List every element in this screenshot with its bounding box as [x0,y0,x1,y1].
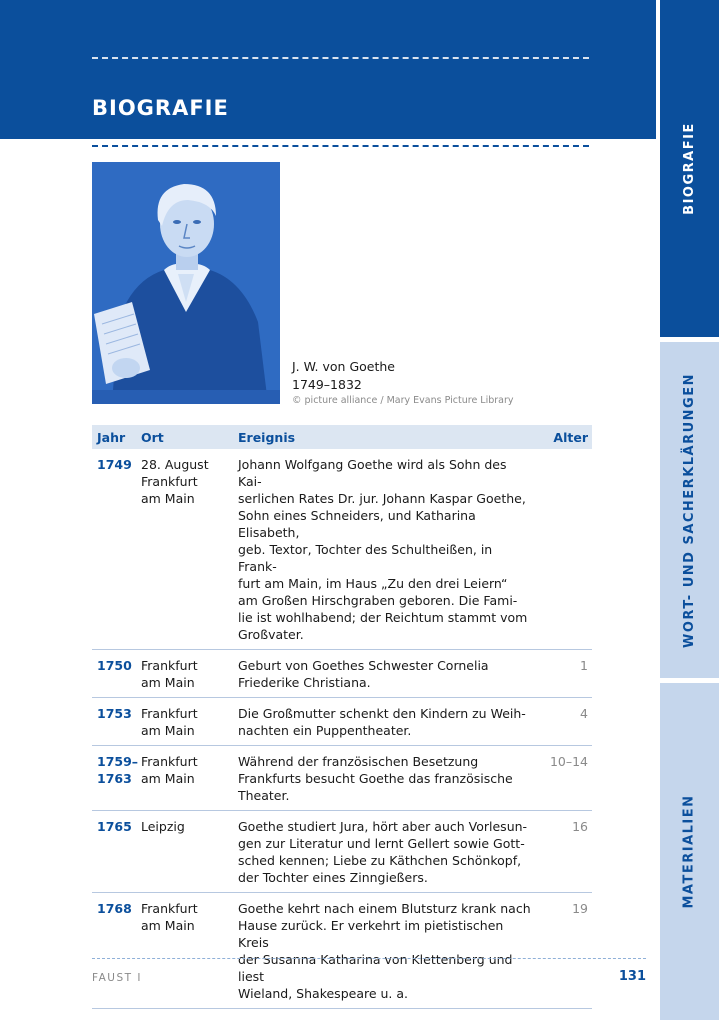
cell-ort: Frankfurt am Main [141,658,198,690]
cell-ort: Frankfurt am Main [141,706,198,738]
cell-alter: 16 [572,819,588,834]
table-row [92,746,592,811]
tab-materialien-label: MATERIALIEN [682,794,697,909]
cell-ereignis: Goethe studiert Jura, hört aber auch Vorlesun- gen zur Literatur und lernt Gellert sowie Gott- sched kennen; Liebe zu Käthchen Schönkopf, der Tochter eines Zinngießers. [238,819,528,885]
table-row [92,650,592,698]
table-row [92,811,592,893]
cell-ereignis: Die Großmutter schenkt den Kindern zu Weih- nachten ein Puppentheater. [238,706,526,738]
cell-ort: Leipzig [141,819,185,834]
book-title-footer: FAUST I [92,972,142,984]
tab-wort-und-sacherklaerungen-label: WORT- UND SACHERKLÄRUNGEN [682,372,698,648]
cell-ereignis: Geburt von Goethes Schwester Cornelia Friederike Christiana. [238,658,489,690]
header-ort: Ort [141,429,164,445]
table-header [92,425,592,449]
tab-biografie-label: BIOGRAFIE [682,122,698,215]
cell-jahr: 1750 [97,658,132,673]
cell-ort: Frankfurt am Main [141,901,198,933]
cell-jahr: 1768 [97,901,132,916]
header-bar [0,0,656,139]
cell-jahr: 1753 [97,706,132,721]
chapter-tabs [660,0,719,1020]
cell-jahr: 1765 [97,819,132,834]
cell-ereignis: Johann Wolfgang Goethe wird als Sohn des Kai- serlichen Rates Dr. jur. Johann Kaspar Goethe, Sohn eines Schneiders, und Katharina Elisabeth, geb. Textor, Tochter des Schultheißen, in Frank- furt am Main, im Haus „Zu den drei Leiern“ am Großen Hirschgraben geboren. Die Fami- lie ist wohlhabend; der Reichtum stammt vom Großvater. [238,457,528,642]
cell-ort: Frankfurt am Main [141,754,198,786]
tab-wort-und-sacherklaerungen[interactable] [660,342,719,678]
cell-alter: 19 [572,901,588,916]
page-title: BIOGRAFIE [92,96,229,120]
cell-ort: 28. August Frankfurt am Main [141,457,209,506]
header-dashed-rule [92,57,589,59]
cell-alter: 10–14 [549,754,588,769]
portrait-caption-name: J. W. von Goethe [292,359,395,374]
goethe-portrait-image [92,162,280,404]
tab-biografie[interactable] [660,0,719,337]
cell-alter [534,456,592,643]
tab-materialien[interactable] [660,683,719,1020]
table-row [92,698,592,746]
cell-alter: 1 [580,658,588,673]
table-row [92,449,592,650]
table-row [92,893,592,1009]
title-dashed-rule [92,145,589,147]
biography-table [92,425,592,1009]
portrait-caption [292,358,395,394]
header-ereignis: Ereignis [238,429,296,445]
cell-jahr: 1759– 1763 [97,754,139,786]
cell-alter: 4 [580,706,588,721]
cell-ereignis: Goethe kehrt nach einem Blutsturz krank nach Hause zurück. Er verkehrt im pietistischen Kreis der Susanna Katharina von Klettenberg und liest Wieland, Shakespeare u. a. [238,901,531,1001]
image-credit: © picture alliance / Mary Evans Picture Library [292,395,514,406]
header-alter: Alter [553,429,588,445]
cell-jahr: 1749 [97,457,132,472]
page-number: 131 [618,969,646,984]
header-jahr: Jahr [97,429,126,445]
footer-dashed-rule [92,958,646,959]
portrait-caption-years: 1749–1832 [292,377,362,392]
cell-ereignis: Während der französischen Besetzung Frankfurts besucht Goethe das französische Theater. [238,754,513,803]
